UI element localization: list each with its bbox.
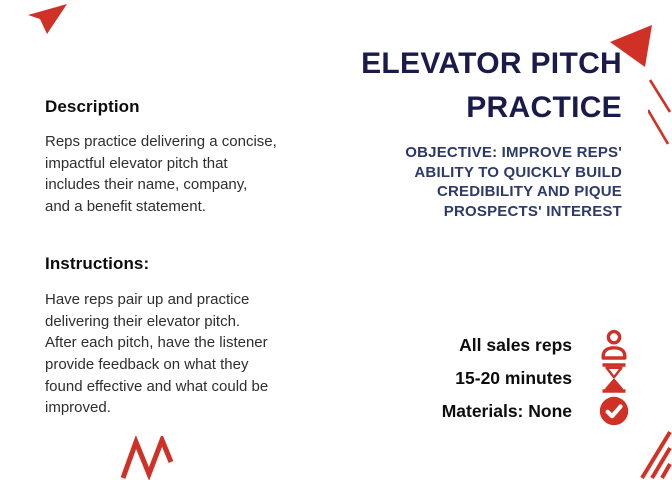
right-column (202, 42, 622, 221)
description-line: and a benefit statement. (45, 198, 206, 216)
page-title-line: PRACTICE (466, 91, 622, 124)
objective-line: PROSPECTS' INTEREST (443, 202, 622, 220)
description-line: impactful elevator pitch that (45, 154, 228, 172)
description-line: includes their name, company, (45, 176, 248, 194)
duration-label: 15-20 minutes (455, 367, 572, 388)
instructions-line: improved. (45, 399, 111, 417)
audience-label: All sales reps (459, 334, 572, 355)
info-row-materials (442, 396, 630, 426)
page-title-line: ELEVATOR PITCH (361, 47, 622, 80)
corner-accent-top-left-icon (26, 1, 70, 37)
instructions-heading: Instructions: (45, 253, 150, 273)
instructions-line: After each pitch, have the listener (45, 334, 268, 352)
instructions-line: found effective and what could be (45, 377, 269, 395)
zigzag-bottom-icon (120, 436, 174, 480)
objective-line: ABILITY TO QUICKLY BUILD (414, 163, 622, 181)
corner-lines-bottom-right-icon (640, 414, 672, 480)
objective-label: OBJECTIVE: (405, 144, 498, 161)
instructions-line: provide feedback on what they (45, 355, 249, 373)
materials-label: Materials: None (441, 400, 572, 421)
objective-line: OBJECTIVE: IMPROVE REPS' (405, 144, 622, 161)
instructions-line: delivering their elevator pitch. (45, 312, 241, 330)
info-list (442, 330, 630, 426)
page-title (202, 42, 622, 130)
instructions-text (45, 289, 355, 419)
edge-lines-top-right-icon (648, 78, 672, 148)
info-row-audience (442, 330, 630, 360)
objective-line: CREDIBILITY AND PIQUE (436, 183, 622, 200)
check-circle-icon (598, 395, 630, 427)
hourglass-icon (598, 362, 630, 394)
person-icon (598, 329, 630, 361)
instructions-line: Have reps pair up and practice (45, 290, 250, 308)
objective-text (202, 143, 622, 221)
description-line: Reps practice delivering a concise, (45, 133, 277, 150)
description-heading: Description (45, 97, 140, 116)
info-row-duration (442, 363, 630, 393)
